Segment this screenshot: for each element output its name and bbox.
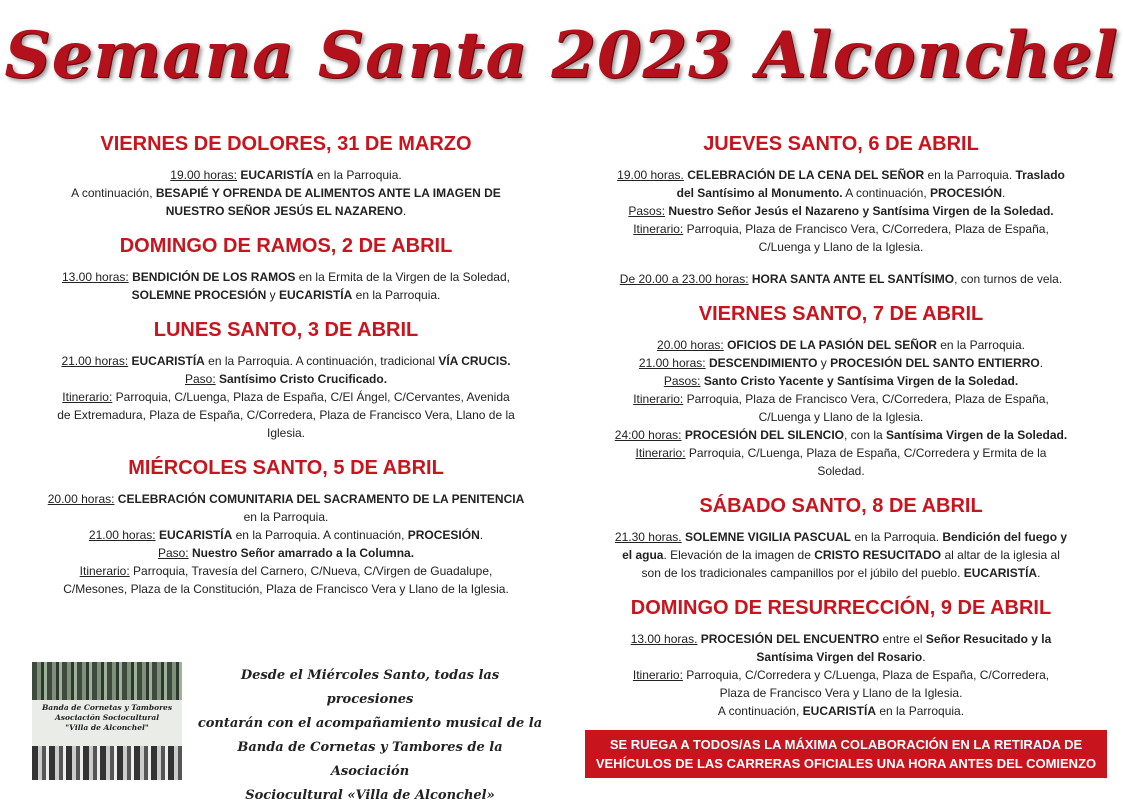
section-line [32,184,540,202]
section-line [596,702,1086,720]
plain-text: A continuación, [717,704,803,718]
section-line [596,238,1086,256]
section-line [596,220,1086,238]
section-line [596,166,1086,184]
emphasis-text: CELEBRACIÓN DE LA CENA DEL SEÑOR [687,168,925,182]
section-body [32,352,540,442]
section-heading: JUEVES SANTO, 6 DE ABRIL [703,133,979,155]
section-line [596,202,1086,220]
banner-line: VEHÍCULOS DE LAS CARRERAS OFICIALES UNA HORA ANTES DEL COMIENZO [595,756,1097,771]
schedule-section [32,234,540,304]
section-line [32,580,540,598]
music-note [196,664,544,808]
section-line [596,408,1086,426]
plain-text: en la Parroquia. A continuación, tradicional [204,354,439,368]
emphasis-text: VÍA CRUCIS. [438,354,511,368]
emphasis-text: EUCARISTÍA [158,528,233,542]
plain-text: y [817,356,831,370]
time-label: Itinerario: [633,392,684,406]
section-line [596,684,1086,702]
schedule-section [596,132,1086,288]
plain-text: Plaza de Francisco Vera y Llano de la Iglesia. [719,686,963,700]
section-heading: DOMINGO DE RAMOS, 2 DE ABRIL [119,235,453,257]
plain-text: Parroquia, C/Corredera y C/Luenga, Plaza de España, C/Corredera, [682,668,1050,682]
plain-text: . [402,204,407,218]
emphasis-text: BENDICIÓN DE LOS RAMOS [132,270,296,284]
plain-text: en la Parroquia. [243,510,329,524]
emphasis-text: EUCARISTÍA [278,288,353,302]
plain-text: C/Mesones, Plaza de la Constitución, Plaza de Francisco Vera y Llano de la Iglesia. [63,582,509,596]
section-line [32,526,540,544]
emphasis-text: Santísima Virgen del Rosario [756,650,923,664]
time-label: Itinerario: [62,390,113,404]
plain-text: en la Ermita de la Virgen de la Soledad, [295,270,510,284]
section-heading: VIERNES DE DOLORES, 31 DE MARZO [100,133,472,155]
emphasis-text: Señor Resucitado y la [925,632,1052,646]
emphasis-text: PROCESIÓN [930,186,1003,200]
section-line [32,202,540,220]
plain-text: Parroquia, Travesía del Carnero, C/Nueva, C/Virgen de Guadalupe, [129,564,493,578]
section-heading: DOMINGO DE RESURRECCIÓN, 9 DE ABRIL [630,597,1052,619]
emphasis-text: PROCESIÓN DEL SANTO ENTIERRO [830,356,1040,370]
section-line [596,648,1086,666]
emphasis-text: DESCENDIMIENTO [708,356,818,370]
time-label: De 20.00 a 23.00 horas: [619,272,749,286]
plain-text: en la Parroquia. [924,168,1016,182]
plain-text: en la Parroquia. [313,168,402,182]
section-line [596,336,1086,354]
time-label: 20.00 horas: [657,338,724,352]
plain-text: Parroquia, C/Luenga, Plaza de España, C/El Ángel, C/Cervantes, Avenida [112,390,510,404]
section-line [32,388,540,406]
plain-text: en la Parroquia. [352,288,441,302]
section-line [32,544,540,562]
time-label: Paso: [157,546,189,560]
plain-text: . [1039,356,1044,370]
time-label: 21.00 horas: [61,354,129,368]
spacer [596,256,1086,270]
schedule-section [596,494,1086,582]
schedule-section [596,596,1086,720]
band-photo-bottom [32,746,182,780]
emphasis-text: Santo Cristo Yacente y Santísima Virgen de la Soledad. [703,374,1019,388]
poster-title: Semana Santa 2023 Alconchel [4,18,1119,93]
time-label: Itinerario: [79,564,130,578]
plain-text: al altar de la iglesia al [941,548,1060,562]
section-line [596,462,1086,480]
section-heading: SÁBADO SANTO, 8 DE ABRIL [699,495,983,517]
emphasis-text: SOLEMNE VIGILIA PASCUAL [684,530,851,544]
schedule-section [32,132,540,220]
plain-text: . [922,650,926,664]
schedule-section [596,302,1086,480]
time-label: Paso: [184,372,216,386]
emphasis-text: PROCESIÓN DEL ENCUENTRO [700,632,880,646]
section-heading: LUNES SANTO, 3 DE ABRIL [153,319,419,341]
section-body [596,630,1086,720]
section-line [596,372,1086,390]
plain-text: Parroquia, Plaza de Francisco Vera, C/Corredera, Plaza de España, [683,222,1049,236]
section-line [596,630,1086,648]
band-caption-line: Asociación Sociocultural [54,713,160,722]
left-column [32,132,540,598]
emphasis-text: CELEBRACIÓN COMUNITARIA DEL SACRAMENTO DE LA PENITENCIA [117,492,525,506]
time-label: 21.30 horas. [614,530,682,544]
plain-text: y [266,288,279,302]
band-caption-line: "Villa de Alconchel" [65,723,149,732]
band-caption-line: Banda de Cornetas y Tambores [41,703,173,712]
section-line [32,424,540,442]
emphasis-text: EUCARISTÍA [963,566,1038,580]
plain-text: Parroquia, C/Luenga, Plaza de España, C/Corredera y Ermita de la [685,446,1047,460]
time-label: 19.00 horas. [617,168,684,182]
emphasis-text: del Santísimo al Monumento. [676,186,843,200]
section-line [596,444,1086,462]
section-body [596,166,1086,288]
emphasis-text: EUCARISTÍA [240,168,314,182]
section-line [596,354,1086,372]
emphasis-text: OFICIOS DE LA PASIÓN DEL SEÑOR [727,338,937,352]
time-label: 19.00 horas: [170,168,237,182]
section-line [32,268,540,286]
emphasis-text: EUCARISTÍA [131,354,205,368]
section-line [596,564,1086,582]
schedule-section [32,318,540,442]
music-note-line: Sociocultural «Villa de Alconchel» [245,788,495,803]
plain-text: de Extremadura, Plaza de España, C/Corredera, Plaza de Francisco Vera, Llano de la [57,408,515,422]
section-body [32,268,540,304]
section-body [596,528,1086,582]
section-line [32,490,540,508]
plain-text: . [479,528,484,542]
section-line [32,508,540,526]
band-photo-top [32,662,182,700]
plain-text: en la Parroquia. [936,338,1025,352]
plain-text: , con la [844,428,887,442]
plain-text: Parroquia, Plaza de Francisco Vera, C/Corredera, Plaza de España, [683,392,1049,406]
music-note-line: Desde el Miércoles Santo, todas las procesiones [240,668,500,707]
band-photo [32,662,182,780]
emphasis-text: el agua [622,548,664,562]
plain-text: entre el [879,632,926,646]
plain-text: son de los tradicionales campanillos por el júbilo del pueblo. [641,566,964,580]
banner-line: SE RUEGA A TODOS/AS LA MÁXIMA COLABORACIÓN EN LA RETIRADA DE [609,737,1083,752]
time-label: Itinerario: [635,446,686,460]
section-line [32,352,540,370]
emphasis-text: Nuestro Señor Jesús el Nazareno y Santísima Virgen de la Soledad. [668,204,1054,218]
time-label: Itinerario: [633,222,684,236]
plain-text: . [1037,566,1041,580]
section-heading: MIÉRCOLES SANTO, 5 DE ABRIL [128,457,444,479]
section-line [32,406,540,424]
plain-text: A continuación, [71,186,156,200]
right-column [596,132,1086,720]
time-label: Pasos: [628,204,666,218]
section-line [32,370,540,388]
time-label: 20.00 horas: [47,492,115,506]
section-heading: VIERNES SANTO, 7 DE ABRIL [698,303,984,325]
plain-text: C/Luenga y Llano de la Iglesia. [758,240,924,254]
emphasis-text: Santísima Virgen de la Soledad. [886,428,1068,442]
section-line [32,562,540,580]
emphasis-text: Santísimo Cristo Crucificado. [219,372,388,386]
plain-text: Soledad. [817,464,865,478]
schedule-section [32,456,540,598]
music-note-line: Banda de Cornetas y Tambores de la Asociación [237,740,503,779]
plain-text: C/Luenga y Llano de la Iglesia. [758,410,924,424]
time-label: 13.00 horas: [62,270,129,284]
section-line [596,666,1086,684]
section-line [596,270,1086,288]
section-line [32,286,540,304]
music-note-line: contarán con el acompañamiento musical de la [197,716,543,731]
plain-text: A continuación, [842,186,931,200]
section-line [596,390,1086,408]
emphasis-text: EUCARISTÍA [802,704,876,718]
plain-text: en la Parroquia. [851,530,943,544]
band-photo-caption [32,700,182,749]
emphasis-text: SOLEMNE PROCESIÓN [131,288,267,302]
time-label: Itinerario: [632,668,683,682]
emphasis-text: CRISTO RESUCITADO [814,548,942,562]
section-body [32,166,540,220]
time-label: 21.00 horas: [638,356,706,370]
emphasis-text: NUESTRO SEÑOR JESÚS EL NAZARENO [165,204,403,218]
section-line [596,426,1086,444]
section-body [32,490,540,598]
emphasis-text: PROCESIÓN [407,528,480,542]
section-body [596,336,1086,480]
section-line [596,184,1086,202]
vehicle-notice-banner [585,730,1107,778]
time-label: 13.00 horas. [630,632,698,646]
time-label: 24:00 horas: [614,428,682,442]
section-line [32,166,540,184]
plain-text: Iglesia. [266,426,306,440]
emphasis-text: BESAPIÉ Y OFRENDA DE ALIMENTOS ANTE LA IMAGEN DE [155,186,501,200]
plain-text: , con turnos de vela. [954,272,1063,286]
time-label: 21.00 horas: [88,528,156,542]
emphasis-text: Bendición del fuego y [942,530,1068,544]
emphasis-text: Nuestro Señor amarrado a la Columna. [191,546,415,560]
section-line [596,546,1086,564]
emphasis-text: PROCESIÓN DEL SILENCIO [684,428,844,442]
plain-text: en la Parroquia. A continuación, [232,528,408,542]
emphasis-text: Traslado [1015,168,1065,182]
time-label: Pasos: [663,374,701,388]
plain-text: . Elevación de la imagen de [663,548,815,562]
plain-text: . [1002,186,1006,200]
section-line [596,528,1086,546]
plain-text: en la Parroquia. [876,704,965,718]
emphasis-text: HORA SANTA ANTE EL SANTÍSIMO [751,272,955,286]
